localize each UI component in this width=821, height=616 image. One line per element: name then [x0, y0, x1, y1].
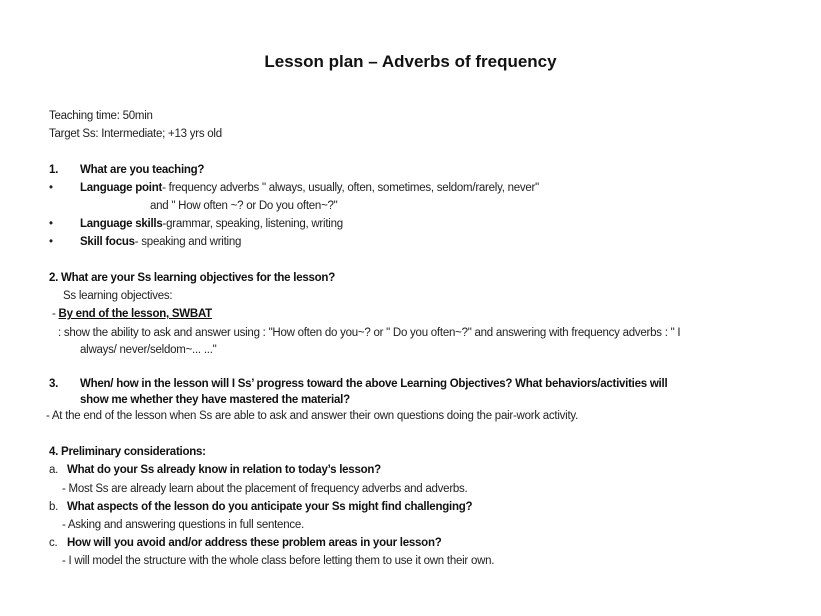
item-text: -grammar, speaking, listening, writing — [162, 218, 343, 230]
section-3-number: 3. — [49, 378, 59, 390]
swbat-heading: By end of the lesson, SWBAT — [58, 308, 212, 320]
section-2-heading: 2. What are your Ss learning objectives for the lesson? — [49, 272, 335, 284]
objective-text-1: : show the ability to ask and answer using : "How often do you~? or " Do you often~?" and answering with frequency adverbs : " I — [58, 327, 681, 339]
item-letter-b: b. — [49, 501, 59, 513]
section-4-heading: 4. Preliminary considerations: — [49, 446, 206, 458]
answer-a: - Most Ss are already learn about the placement of frequency adverbs and adverbs. — [62, 483, 468, 495]
item-letter-a: a. — [49, 464, 59, 476]
answer-b: - Asking and answering questions in full sentence. — [62, 519, 304, 531]
item-letter-c: c. — [49, 537, 58, 549]
language-point-continuation: and " How often ~? or Do you often~?" — [150, 200, 338, 212]
question-a: What do your Ss already know in relation to today’s lesson? — [67, 464, 381, 476]
answer-c: - I will model the structure with the whole class before letting them to use it own their own. — [62, 555, 495, 567]
dash: - — [52, 308, 59, 320]
item-text: - speaking and writing — [134, 236, 242, 248]
question-c: How will you avoid and/or address these problem areas in your lesson? — [67, 537, 442, 549]
item-label: Language point — [80, 182, 163, 194]
swbat-line — [52, 307, 212, 321]
section-1-heading: What are you teaching? — [80, 164, 205, 176]
language-skills-item — [80, 217, 343, 231]
section-3-answer: - At the end of the lesson when Ss are able to ask and answer their own questions doing the pair-work activity. — [46, 410, 579, 422]
language-point-item — [80, 181, 539, 195]
target-students: Target Ss: Intermediate; +13 yrs old — [49, 128, 222, 140]
bullet: • — [49, 236, 53, 248]
bullet: • — [49, 182, 53, 194]
item-label: Language skills — [80, 218, 163, 230]
section-1-number: 1. — [49, 164, 59, 176]
section-3-heading-2: show me whether they have mastered the material? — [80, 394, 350, 406]
objective-text-2: always/ never/seldom~... ..." — [80, 344, 217, 356]
question-b: What aspects of the lesson do you anticipate your Ss might find challenging? — [67, 501, 473, 513]
objectives-label: Ss learning objectives: — [63, 290, 173, 302]
item-text: - frequency adverbs " always, usually, often, sometimes, seldom/rarely, never" — [162, 182, 539, 194]
skill-focus-item — [80, 235, 241, 249]
page-title: Lesson plan – Adverbs of frequency — [264, 52, 557, 71]
section-3-heading-1: When/ how in the lesson will I Ss’ progress toward the above Learning Objectives? What behaviors/activities will — [80, 378, 668, 390]
bullet: • — [49, 218, 53, 230]
teaching-time: Teaching time: 50min — [49, 110, 153, 122]
item-label: Skill focus — [80, 236, 135, 248]
